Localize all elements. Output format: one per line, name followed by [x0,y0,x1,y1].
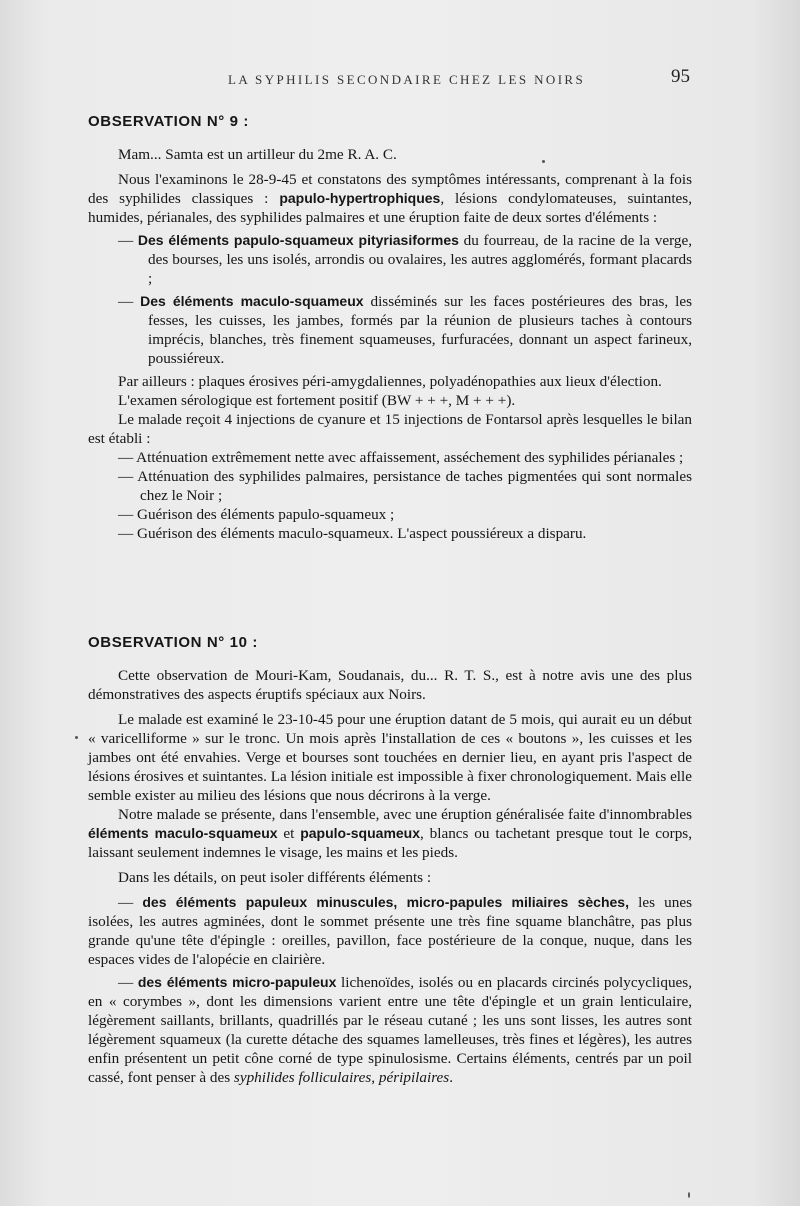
running-head: LA SYPHILIS SECONDAIRE CHEZ LES NOIRS [228,72,586,87]
observation-9-result: — Atténuation des syphilides palmaires, persistance de taches pigmentées qui sont normales chez le Noir ; [118,468,692,504]
scan-speck [542,160,545,163]
page-number: 95 [671,66,690,87]
observation-10 [88,633,692,1087]
observation-10-paragraph: Cette observation de Mouri-Kam, Soudanais, du... R. T. S., est à notre avis une des plus démonstratives des aspects éruptifs spéciaux aux Noirs. [88,667,692,703]
observation-10-list-item: — des éléments papuleux minuscules, micro-papules miliaires sèches, les unes isolées, les autres agminées, dont le sommet présente une très fine squame blanchâtre, pas plus grande qu'une tête d'épingle : oreilles, pavillon, face postérieure de la conque, nuque, dans les espaces vides de l'alopécie en clairière. [88,894,693,968]
observation-9-list-item: — Des éléments maculo-squameux disséminés sur les faces postérieures des bras, les fesses, les cuisses, les jambes, formés par la réunion de plusieurs taches à contours imprécis, blanches, très finement squameuses, furfuracées, donnant un aspect farineux, poussiéreux. [118,293,692,367]
observation-9-result: — Atténuation extrêmement nette avec affaissement, asséchement des syphilides périanales ; [118,449,684,466]
observation-9-heading: OBSERVATION N° 9 : [88,113,249,130]
observation-9-paragraph: Nous l'examinons le 28-9-45 et constatons des symptômes intéressants, comprenant à la fois des syphilides classiques : papulo-hypertrophiques, lésions condylomateuses, suintantes, humides, périanales, des syphilides palmaires et une éruption faite de deux sortes d'éléments : [88,171,693,226]
observation-10-paragraph: Le malade est examiné le 23-10-45 pour une éruption datant de 5 mois, qui aurait eu un début « varicelliforme » sur le tronc. Un mois après l'installation de ces « boutons », les cuisses et les jambes ont été envahies. Verge et bourses sont touchées en dernier lieu, en ayant pris l'aspect de lésions érosives et suintantes. La lésion initiale est impossible à fixer chronologiquement. Mais elle semble exister au milieu des lésions que nous décrirons à la verge. [88,711,692,804]
observation-10-heading: OBSERVATION N° 10 : [88,634,258,651]
observation-9-paragraph: Le malade reçoit 4 injections de cyanure et 15 injections de Fontarsol après lesquelles le bilan est établi : [88,411,692,447]
observation-10-list-item: — des éléments micro-papuleux lichenoïdes, isolés ou en placards circinés polycycliques, en « corymbes », dont les dimensions varient entre une tête d'épingle et un grain lenticulaire, légèrement saillants, brillants, quadrillés par le réseau cutané ; les uns sont lisses, les autres sont légèrement squameux (la curette détache des squames lamelleuses, très fines et légères), les autres enfin présentent un petit cône corné de type spinulosisme. Certains éléments, centrés par un poil cassé, font penser à des syphilides folliculaires, péripilaires. [88,974,693,1086]
observation-9-intro: Mam... Samta est un artilleur du 2me R. A. C. [118,146,397,163]
scan-speck [75,736,78,739]
observation-10-paragraph: Dans les détails, on peut isoler différents éléments : [118,869,432,886]
observation-9-result: — Guérison des éléments maculo-squameux. L'aspect poussiéreux a disparu. [118,525,587,542]
observation-10-paragraph: Notre malade se présente, dans l'ensemble, avec une éruption généralisée faite d'innombrables éléments maculo-squameux et papulo-squameux, blancs ou tachetant presque tout le corps, laissant seulement indemnes le visage, les mains et les pieds. [88,806,693,861]
observation-9-paragraph: Par ailleurs : plaques érosives péri-amygdaliennes, polyadénopathies aux lieux d'élection. [118,373,662,390]
observation-9 [88,112,692,543]
observation-9-paragraph: L'examen sérologique est fortement positif (BW + + +, M + + +). [118,392,516,409]
observation-9-list-item: — Des éléments papulo-squameux pityriasiformes du fourreau, de la racine de la verge, des bourses, les uns isolés, arrondis ou ovalaires, les autres agglomérés, formant placards ; [118,232,692,287]
observation-9-result: — Guérison des éléments papulo-squameux ; [118,506,395,523]
scan-speck [688,1192,690,1198]
